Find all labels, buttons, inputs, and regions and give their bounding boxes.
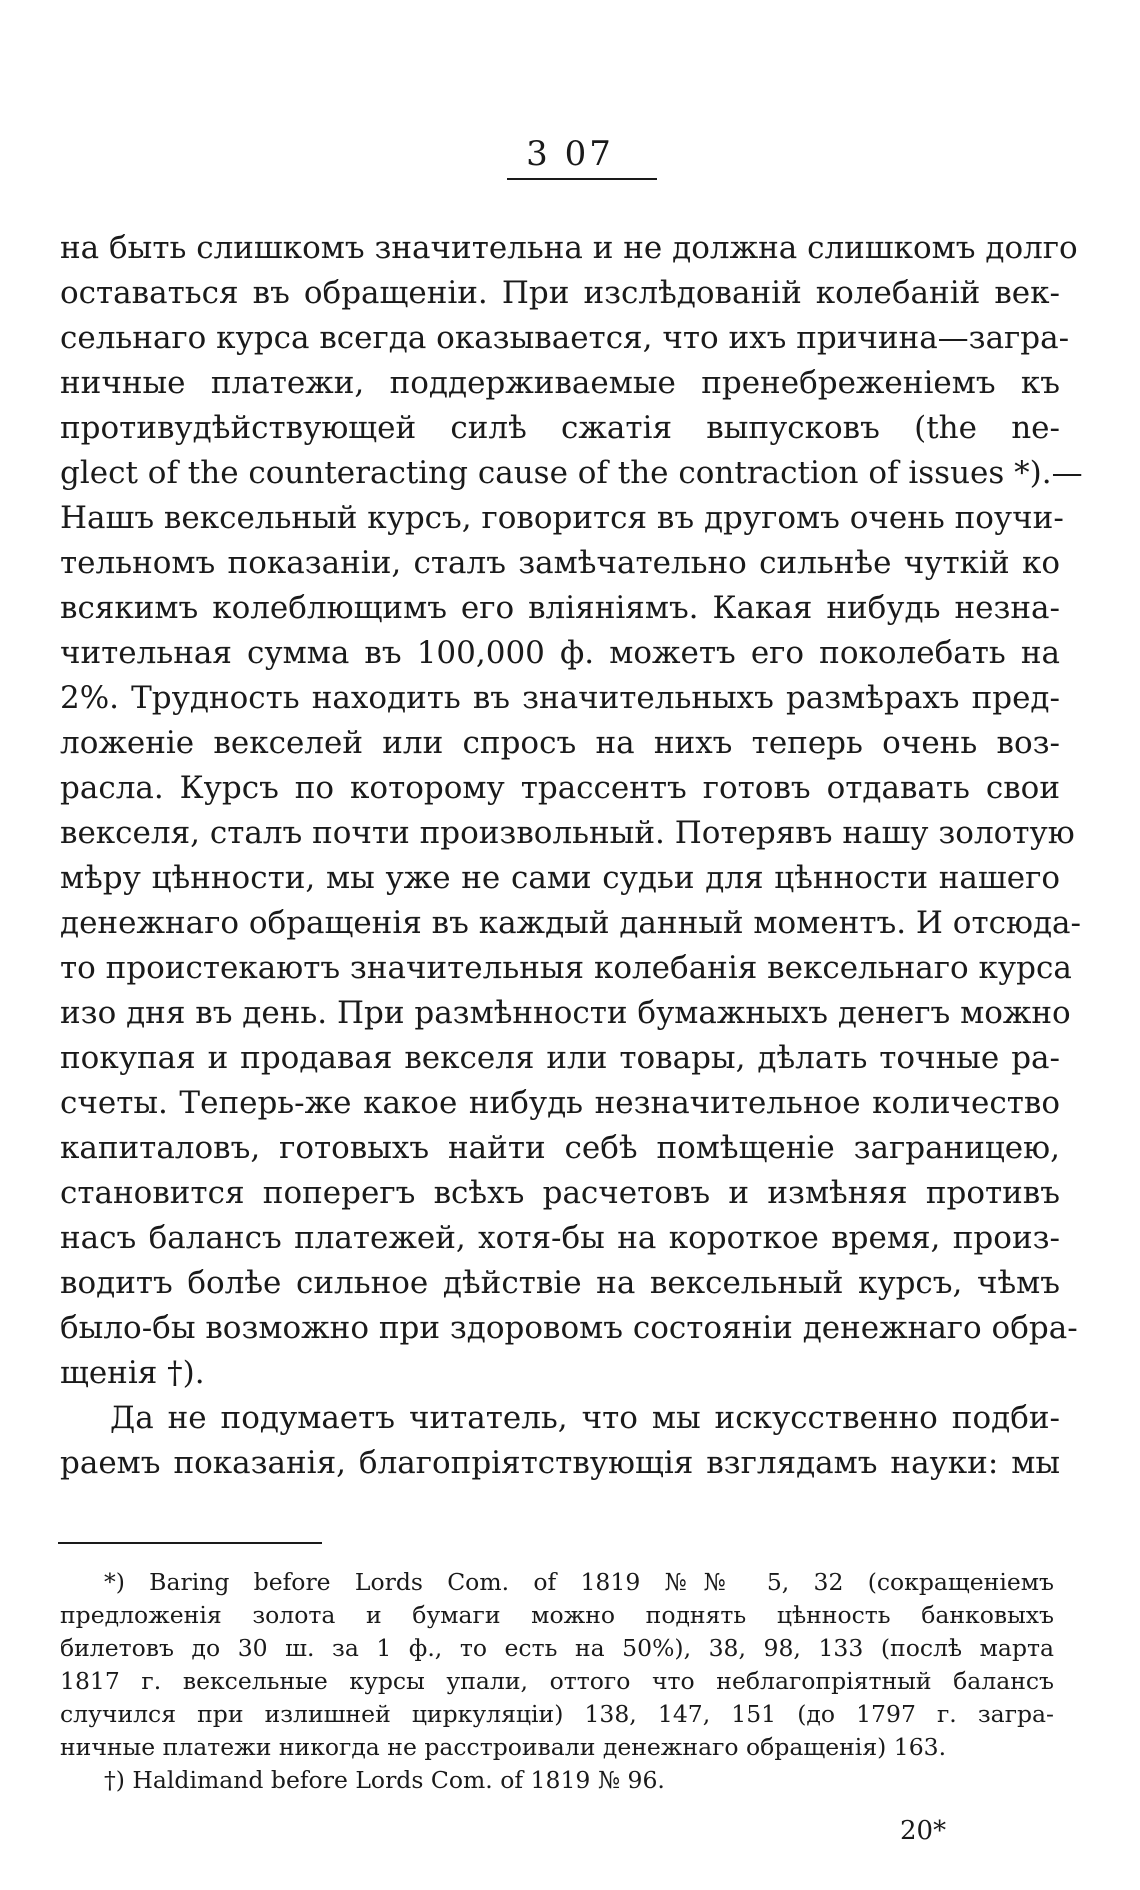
body-text-line: то проистекаютъ значительныя колебанія вексельнаго курса: [60, 950, 1072, 986]
body-text-line: водитъ болѣе сильное дѣйствіе на вексельный курсъ, чѣмъ: [60, 1265, 1060, 1301]
body-text-line: раемъ показанія, благопріятствующія взглядамъ науки: мы: [60, 1445, 1060, 1481]
footnote-line: ничные платежи никогда не расстроивали денежнаго обращенія) 163.: [60, 1733, 947, 1761]
body-text-line: сельнаго курса всегда оказывается, что ихъ причина—загра-: [60, 320, 1070, 356]
body-text-line: ложеніе векселей или спросъ на нихъ теперь очень воз-: [60, 725, 1060, 761]
body-text-line: покупая и продавая векселя или товары, дѣлать точные ра-: [60, 1040, 1060, 1076]
body-text-line: векселя, сталъ почти произвольный. Потерявъ нашу золотую: [60, 815, 1075, 851]
body-text-line: оставаться въ обращеніи. При изслѣдованій колебаній век-: [60, 275, 1060, 311]
body-text-line: становится поперегъ всѣхъ расчетовъ и измѣняя противъ: [60, 1175, 1060, 1211]
body-text-line: противудѣйствующей силѣ сжатія выпусковъ (the ne-: [60, 410, 1060, 446]
body-text-line: glect of the counteracting cause of the contraction of issues *).—: [60, 455, 1083, 491]
body-text-line: Да не подумаетъ читатель, что мы искусственно подби-: [110, 1400, 1060, 1436]
body-text-line: на быть слишкомъ значительна и не должна слишкомъ долго: [60, 230, 1078, 266]
body-text-line: денежнаго обращенія въ каждый данный моментъ. И отсюда-: [60, 905, 1082, 941]
body-text-line: капиталовъ, готовыхъ найти себѣ помѣщеніе заграницею,: [60, 1130, 1060, 1166]
footnote-line: 1817 г. вексельные курсы упали, оттого что неблагопріятный балансъ: [60, 1667, 1054, 1695]
body-text-line: мѣру цѣнности, мы уже не сами судьи для цѣнности нашего: [60, 860, 1060, 896]
footnote-line: *) Baring before Lords Com. of 1819 №№ 5, 32 (сокращеніемъ: [104, 1568, 1054, 1596]
body-text-line: чительная сумма въ 100,000 ф. можетъ его поколебать на: [60, 635, 1060, 671]
body-text-line: изо дня въ день. При размѣнности бумажныхъ денегъ можно: [60, 995, 1071, 1031]
footnote-line: †) Haldimand before Lords Com. of 1819 № 96.: [104, 1766, 665, 1794]
footnote-line: случился при излишней циркуляціи) 138, 147, 151 (до 1797 г. загра-: [60, 1700, 1054, 1728]
body-text-line: насъ балансъ платежей, хотя-бы на короткое время, произ-: [60, 1220, 1060, 1256]
page-number: 3 07: [526, 134, 614, 174]
body-text-line: расла. Курсъ по которому трассентъ готовъ отдавать свои: [60, 770, 1060, 806]
footnotes: [60, 1566, 1054, 1797]
body-text-line: 2%. Трудность находить въ значительныхъ размѣрахъ пред-: [60, 680, 1060, 716]
body-text-line: тельномъ показаніи, сталъ замѣчательно сильнѣе чуткій ко: [60, 545, 1060, 581]
body-text-line: ничные платежи, поддерживаемые пренебреженіемъ къ: [60, 365, 1060, 401]
body-text-line: было-бы возможно при здоровомъ состояніи денежнаго обра-: [60, 1310, 1078, 1346]
footnote-rule: [58, 1542, 322, 1544]
body-text-line: счеты. Теперь-же какое нибудь незначительное количество: [60, 1085, 1060, 1121]
signature-mark: 20*: [900, 1816, 947, 1846]
body-text-line: Нашъ вексельный курсъ, говорится въ другомъ очень поучи-: [60, 500, 1064, 536]
main-text: [60, 226, 1083, 1486]
body-text-line: всякимъ колеблющимъ его вліяніямъ. Какая нибудь незна-: [60, 590, 1060, 626]
footnote-line: билетовъ до 30 ш. за 1 ф., то есть на 50%), 38, 98, 133 (послѣ марта: [60, 1634, 1054, 1662]
page-number-rule: [507, 178, 657, 180]
footnote-line: предложенія золота и бумаги можно поднять цѣнность банковыхъ: [60, 1601, 1054, 1629]
body-text-line: щенія †).: [60, 1355, 205, 1391]
